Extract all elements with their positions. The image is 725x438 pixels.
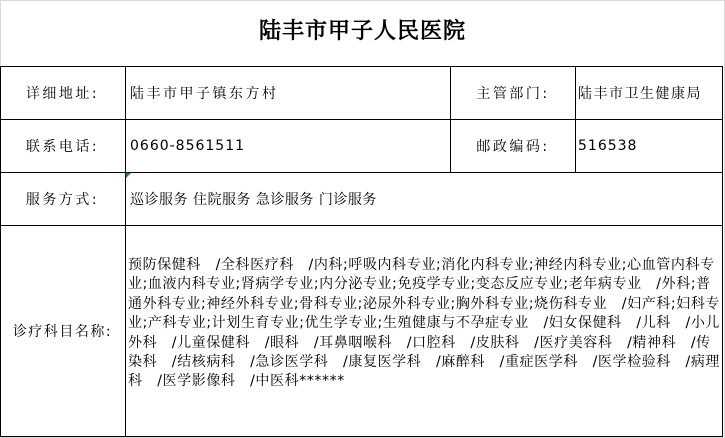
page-title: 陆丰市甲子人民医院 <box>258 18 466 44</box>
authority-value: 陆丰市卫生健康局 <box>578 86 702 102</box>
address-label: 详细地址: <box>25 86 100 102</box>
postcode-value: 516538 <box>578 138 638 154</box>
phone-value: 0660-8561511 <box>130 138 246 154</box>
table-border <box>0 436 723 437</box>
service-value: 巡诊服务 住院服务 急诊服务 门诊服务 <box>130 192 377 208</box>
service-label: 服务方式: <box>25 192 100 208</box>
departments-label: 诊疗科目名称: <box>12 324 113 340</box>
departments-value: 预防保健科 /全科医疗科 /内科;呼吸内科专业;消化内科专业;神经内科专业;心血管内科专业;血液内科专业;肾病学专业;内分泌专业;免疫学专业;变态反应专业;老年病专业 /外科;普通外科专业;神经外科专业;骨科专业;泌尿外科专业;胸外科专业;烧伤科专业 /妇产科;妇科专业;产科专业;计划生育专业;优生学专业;生殖健康与不孕症专业 /妇女保健科 /儿科 /小儿外科 /儿童保健科 /眼科 /耳鼻咽喉科 /口腔科 /皮肤科 /医疗美容科 /精神科 /传染科 /结核病科 /急诊医学科 /康复医学科 /麻醉科 /重症医学科 /医学检验科 /病理科 /医学影像科 /中医科****** <box>128 257 721 390</box>
authority-label: 主管部门: <box>476 86 550 102</box>
address-value: 陆丰市甲子镇东方村 <box>130 86 279 102</box>
phone-label: 联系电话: <box>25 139 100 155</box>
postcode-label: 邮政编码: <box>476 139 550 155</box>
